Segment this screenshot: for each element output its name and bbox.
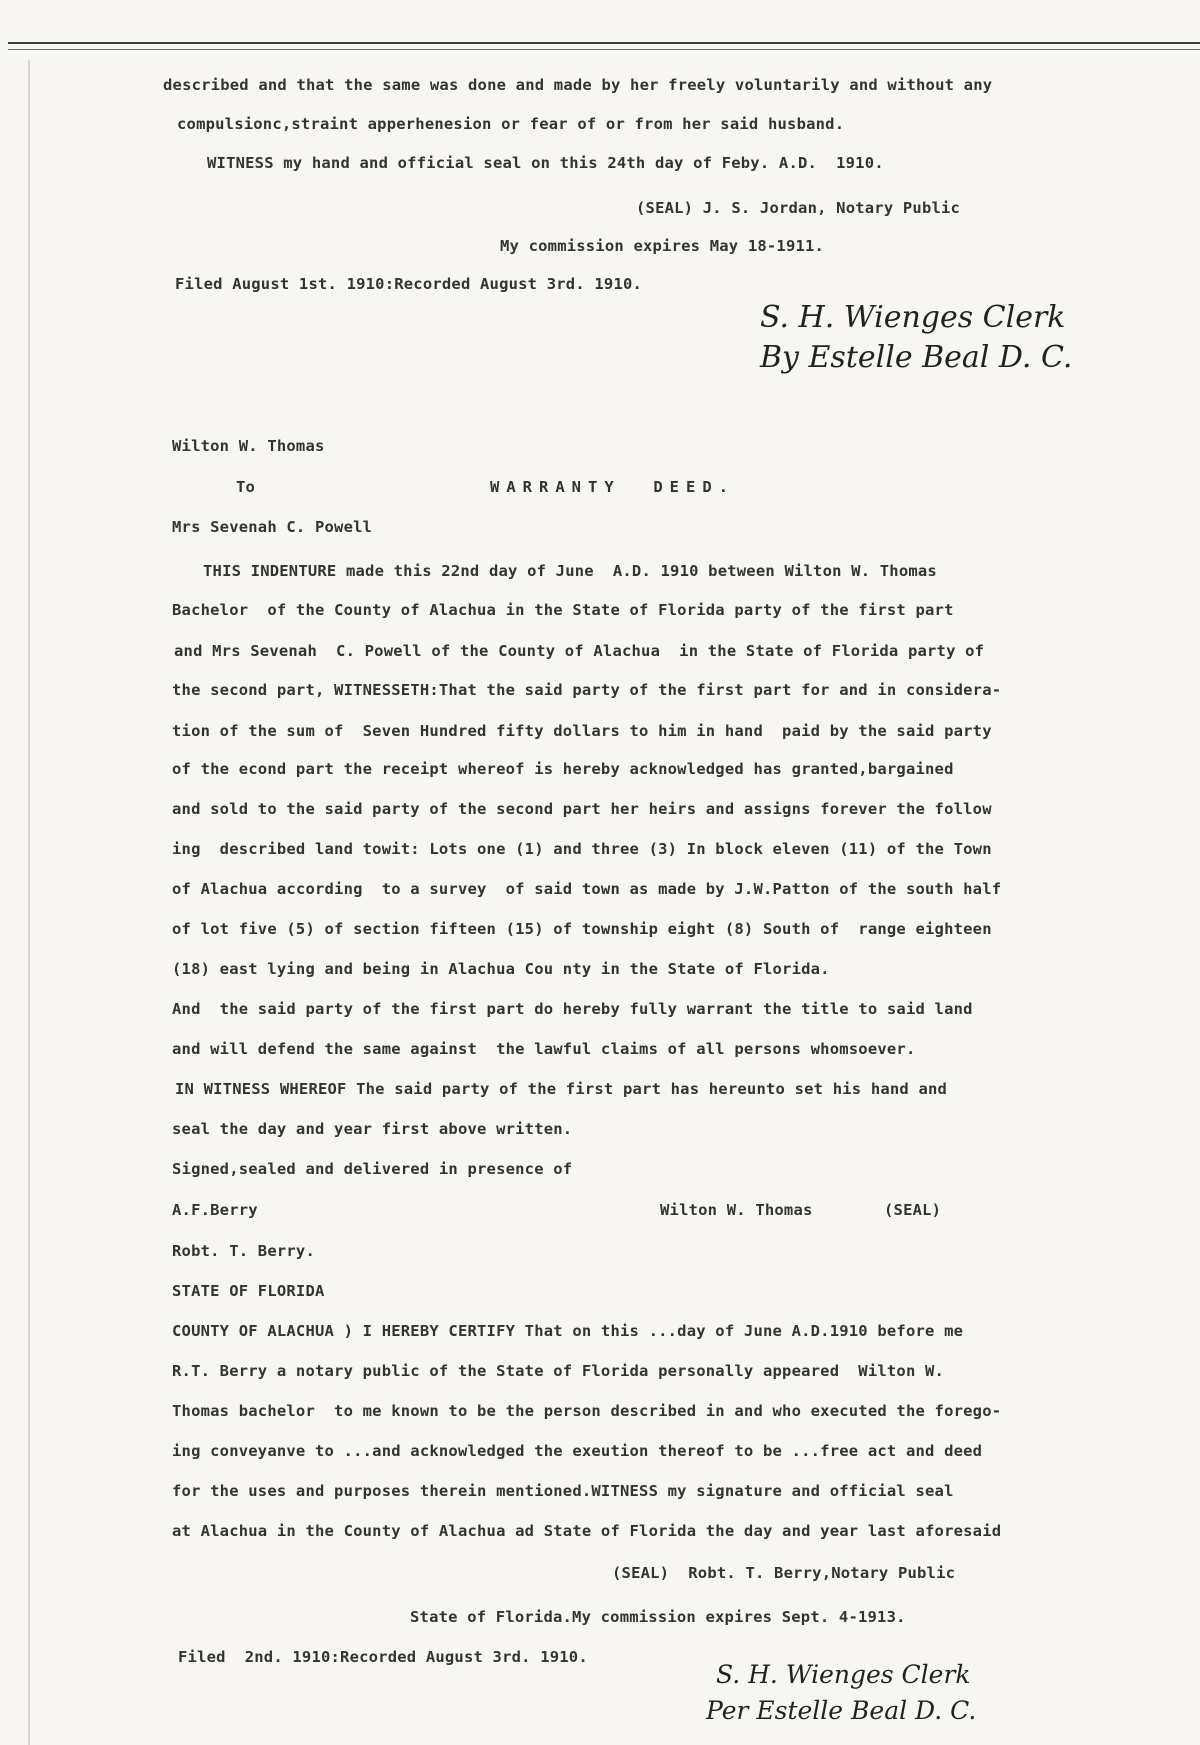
body-line: of lot five (5) of section fifteen (15) of township eight (8) South of range eighteen [172, 920, 992, 938]
to-label: To [236, 478, 256, 496]
grantee-name: Mrs Sevenah C. Powell [172, 518, 373, 536]
notary-commission-line: State of Florida.My commission expires Sept. 4-1913. [410, 1608, 906, 1626]
body-line: and Mrs Sevenah C. Powell of the County of Alachua in the State of Florida party of [174, 642, 985, 660]
document-title: WARRANTY DEED. [490, 478, 735, 496]
body-line: the second part, WITNESSETH:That the said party of the first part for and in considera- [172, 681, 1002, 699]
clerk-signature-line: Per Estelle Beal D. C. [706, 1696, 977, 1725]
body-line: THIS INDENTURE made this 22nd day of June A.D. 1910 between Wilton W. Thomas [203, 562, 937, 580]
ack-line: STATE OF FLORIDA [172, 1282, 325, 1300]
grantor-seal: (SEAL) [884, 1201, 942, 1219]
clerk-signature-line: S. H. Wienges Clerk [760, 300, 1066, 335]
header-line: (SEAL) J. S. Jordan, Notary Public [636, 199, 961, 217]
body-line: and sold to the said party of the second part her heirs and assigns forever the follow [172, 800, 992, 818]
page-edge [28, 60, 30, 1745]
ack-line: ing conveyanve to ...and acknowledged the exeution thereof to be ...free act and deed [172, 1442, 983, 1460]
body-line: Signed,sealed and delivered in presence of [172, 1160, 573, 1178]
clerk-signature-line: S. H. Wienges Clerk [716, 1660, 971, 1689]
header-line: described and that the same was done and made by her freely voluntarily and without any [163, 76, 993, 94]
ack-line: COUNTY OF ALACHUA ) I HEREBY CERTIFY That on this ...day of June A.D.1910 before me [172, 1322, 964, 1340]
body-line: and will defend the same against the lawful claims of all persons whomsoever. [172, 1040, 916, 1058]
body-line: Bachelor of the County of Alachua in the State of Florida party of the first part [172, 601, 954, 619]
body-line: of the econd part the receipt whereof is hereby acknowledged has granted,bargained [172, 760, 954, 778]
grantor-signature: Wilton W. Thomas [660, 1201, 813, 1219]
ack-line: for the uses and purposes therein mentioned.WITNESS my signature and official seal [172, 1482, 954, 1500]
ack-line: R.T. Berry a notary public of the State of Florida personally appeared Wilton W. [172, 1362, 945, 1380]
clerk-signature-line: By Estelle Beal D. C. [760, 340, 1073, 375]
top-rule-thin [8, 49, 1200, 50]
body-line: And the said party of the first part do hereby fully warrant the title to said land [172, 1000, 973, 1018]
ack-line: at Alachua in the County of Alachua ad State of Florida the day and year last aforesaid [172, 1522, 1002, 1540]
ack-line: Thomas bachelor to me known to be the person described in and who executed the forego- [172, 1402, 1002, 1420]
grantor-name: Wilton W. Thomas [172, 437, 325, 455]
body-line: of Alachua according to a survey of said town as made by J.W.Patton of the south half [172, 880, 1002, 898]
witness-name: A.F.Berry [172, 1201, 258, 1219]
body-line: (18) east lying and being in Alachua Cou nty in the State of Florida. [172, 960, 830, 978]
body-line: tion of the sum of Seven Hundred fifty dollars to him in hand paid by the said party [172, 722, 992, 740]
body-line: IN WITNESS WHEREOF The said party of the first part has hereunto set his hand and [175, 1080, 948, 1098]
header-line: WITNESS my hand and official seal on this 24th day of Feby. A.D. 1910. [207, 154, 884, 172]
top-rule [8, 42, 1200, 44]
header-line: compulsionc,straint apperhenesion or fear of or from her said husband. [177, 115, 845, 133]
witness-name: Robt. T. Berry. [172, 1242, 315, 1260]
header-line: Filed August 1st. 1910:Recorded August 3rd. 1910. [175, 275, 643, 293]
body-line: ing described land towit: Lots one (1) and three (3) In block eleven (11) of the Town [172, 840, 992, 858]
header-line: My commission expires May 18-1911. [500, 237, 825, 255]
notary-signature-line: (SEAL) Robt. T. Berry,Notary Public [612, 1564, 956, 1582]
filed-line: Filed 2nd. 1910:Recorded August 3rd. 1910. [178, 1648, 588, 1666]
body-line: seal the day and year first above written. [172, 1120, 573, 1138]
